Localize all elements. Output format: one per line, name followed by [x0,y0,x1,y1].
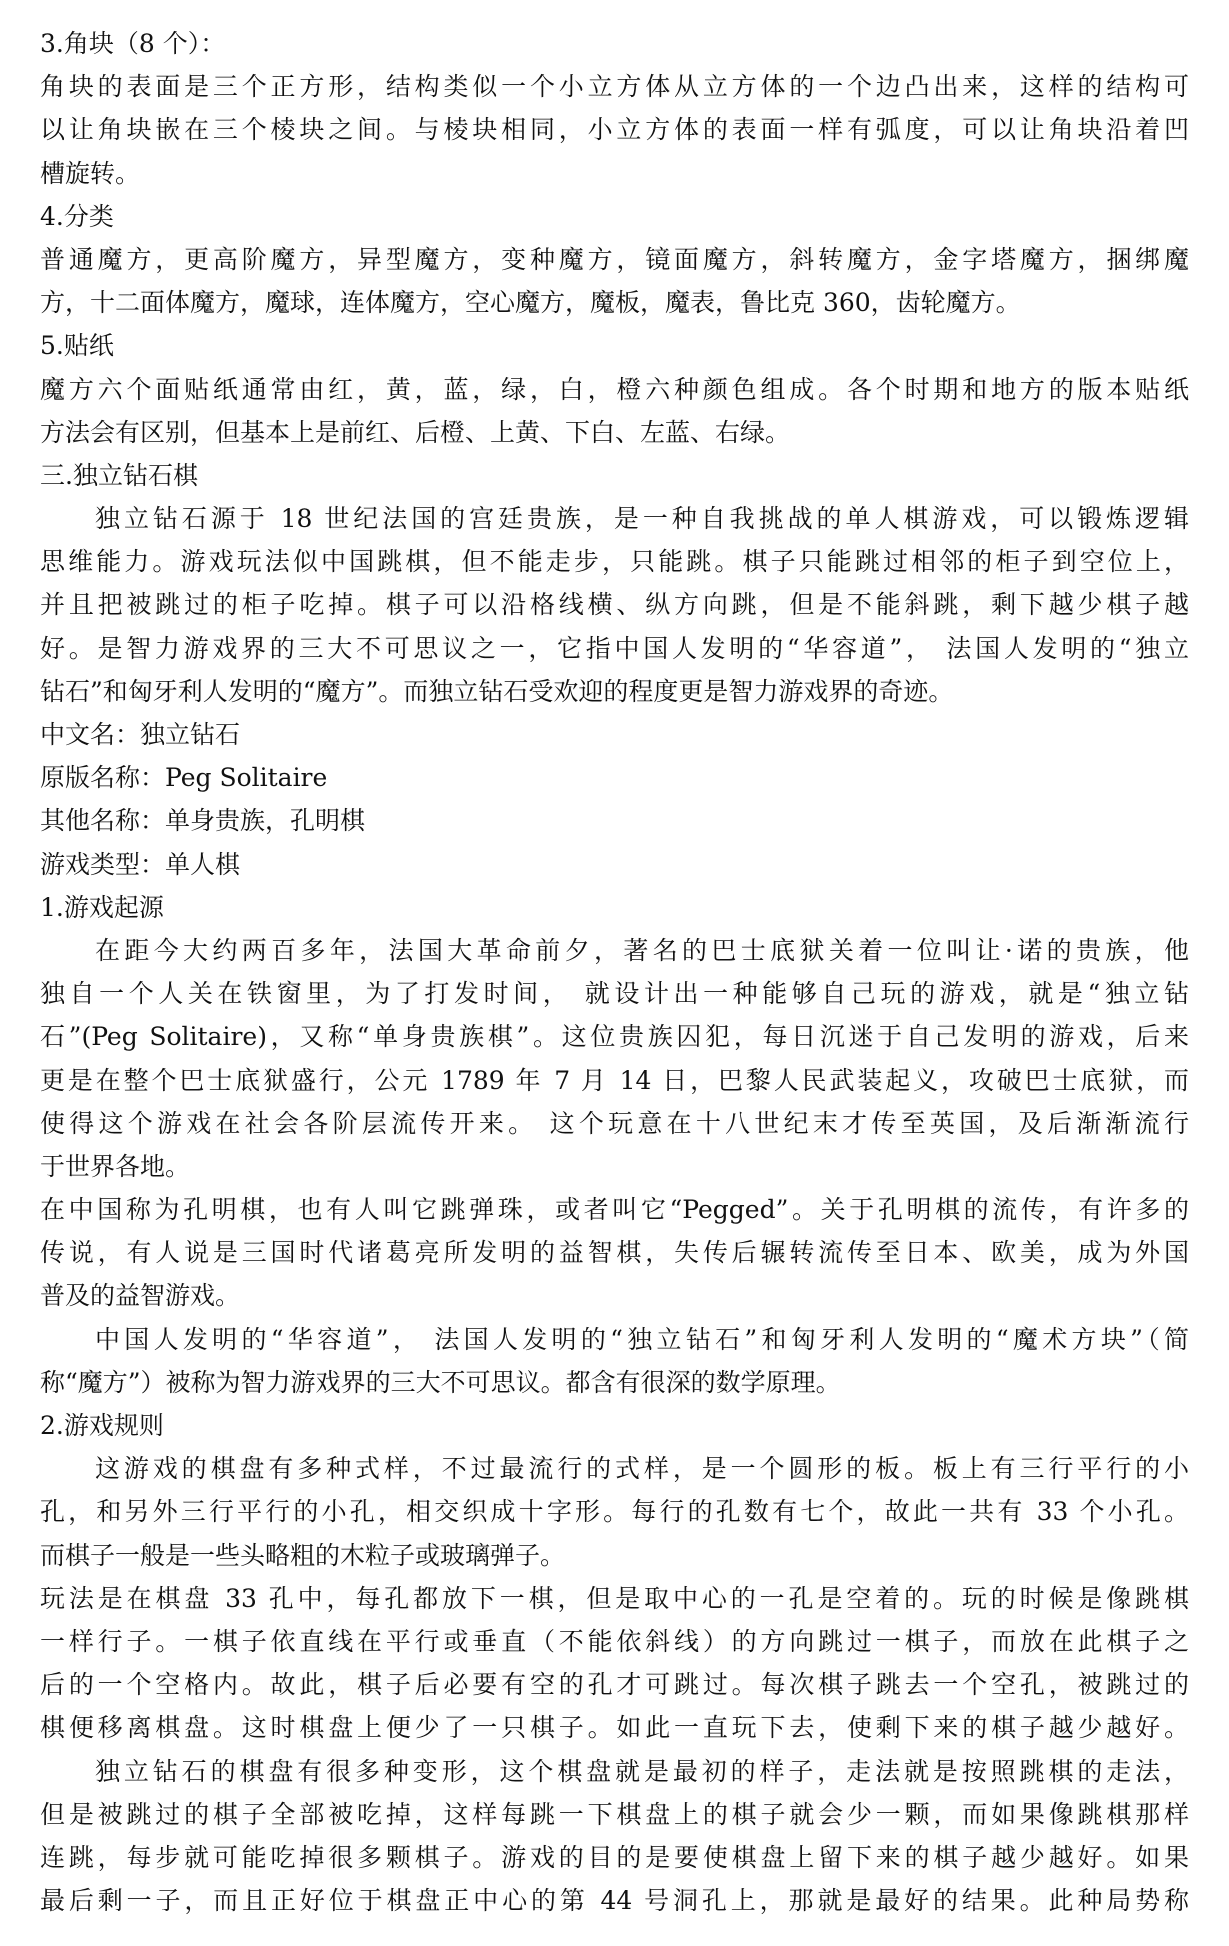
text-line: 2.游戏规则 [40,1411,164,1440]
text-line: 普通魔方，更高阶魔方，异型魔方，变种魔方，镜面魔方，斜转魔方，金字塔魔方，捆绑魔 [40,244,1189,274]
text-line: 在中国称为孔明棋，也有人叫它跳弹珠，或者叫它“Pegged”。关于孔明棋的流传，有许多的 [40,1195,1189,1225]
text-line: 钻石”和匈牙利人发明的“魔方”。而独立钻石受欢迎的程度更是智力游戏界的奇迹。 [40,676,954,706]
text-line: 传说，有人说是三国时代诸葛亮所发明的益智棋，失传后辗转流传至日本、欧美，成为外国 [40,1238,1189,1268]
text-line: 但是被跳过的棋子全部被吃掉，这样每跳一下棋盘上的棋子就会少一颗，而如果像跳棋那样 [40,1799,1189,1829]
text-line: 最后剩一子，而且正好位于棋盘正中心的第 44 号洞孔上，那就是最好的结果。此种局势称 [40,1886,1189,1916]
text-line: 4.分类 [40,201,114,231]
text-line: 使得这个游戏在社会各阶层流传开来。 这个玩意在十八世纪末才传至英国，及后渐渐流行 [40,1108,1189,1138]
text-line: 思维能力。游戏玩法似中国跳棋，但不能走步，只能跳。棋子只能跳过相邻的柜子到空位上， [40,547,1189,577]
text-line: 槽旋转。 [40,158,141,188]
text-line: 1.游戏起源 [40,892,164,922]
text-line: 方，十二面体魔方，魔球，连体魔方，空心魔方，魔板，魔表，鲁比克 360，齿轮魔方。 [40,288,1021,318]
text-line: 而棋子一般是一些头略粗的木粒子或玻璃弹子。 [40,1540,566,1570]
text-line: 方法会有区别，但基本上是前红、后橙、上黄、下白、左蓝、右绿。 [40,417,791,447]
text-line: 棋便移离棋盘。这时棋盘上便少了一只棋子。如此一直玩下去，使剩下来的棋子越少越好。 [40,1713,1189,1743]
text-line: 中国人发明的“华容道”， 法国人发明的“独立钻石”和匈牙利人发明的“魔术方块”（简 [95,1324,1189,1354]
text-line: 并且把被跳过的柜子吃掉。棋子可以沿格线横、纵方向跳，但是不能斜跳，剩下越少棋子越 [40,590,1189,620]
text-line: 玩法是在棋盘 33 孔中，每孔都放下一棋，但是取中心的一孔是空着的。玩的时候是像跳棋 [40,1583,1189,1613]
text-line: 称“魔方”）被称为智力游戏界的三大不可思议。都含有很深的数学原理。 [40,1367,841,1397]
text-line: 更是在整个巴士底狱盛行，公元 1789 年 7 月 14 日，巴黎人民武装起义，攻破巴士底狱，而 [40,1065,1189,1095]
text-line: 其他名称：单身贵族，孔明棋 [40,806,366,836]
text-line: 5.贴纸 [40,331,114,361]
text-line: 于世界各地。 [40,1151,191,1181]
text-line: 连跳，每步就可能吃掉很多颗棋子。游戏的目的是要使棋盘上留下来的棋子越少越好。如果 [40,1842,1189,1872]
text-line: 以让角块嵌在三个棱块之间。与棱块相同，小立方体的表面一样有弧度，可以让角块沿着凹 [40,115,1189,145]
text-line: 3.角块（8 个）： [40,29,226,58]
text-line: 普及的益智游戏。 [40,1281,241,1311]
text-line: 在距今大约两百多年，法国大革命前夕，著名的巴士底狱关着一位叫让·诺的贵族，他 [95,935,1189,965]
text-line: 好。是智力游戏界的三大不可思议之一，它指中国人发明的“华容道”， 法国人发明的“独立 [40,633,1189,663]
text-line: 原版名称：Peg Solitaire [40,763,328,793]
text-line: 石”(Peg Solitaire)，又称“单身贵族棋”。这位贵族囚犯，每日沉迷于自己发明的游戏，后来 [40,1022,1189,1052]
text-line: 这游戏的棋盘有多种式样，不过最流行的式样，是一个圆形的板。板上有三行平行的小 [95,1454,1189,1484]
text-line: 独立钻石的棋盘有很多种变形，这个棋盘就是最初的样子，走法就是按照跳棋的走法， [95,1756,1189,1786]
text-line: 角块的表面是三个正方形，结构类似一个小立方体从立方体的一个边凸出来，这样的结构可 [40,72,1189,102]
text-line: 独自一个人关在铁窗里，为了打发时间， 就设计出一种能够自己玩的游戏，就是“独立钻 [40,979,1189,1009]
text-line: 三.独立钻石棋 [40,460,198,490]
text-line: 一样行子。一棋子依直线在平行或垂直（不能依斜线）的方向跳过一棋子，而放在此棋子之 [40,1626,1189,1656]
text-line: 魔方六个面贴纸通常由红，黄，蓝，绿，白，橙六种颜色组成。各个时期和地方的版本贴纸 [40,374,1189,404]
text-line: 孔，和另外三行平行的小孔，相交织成十字形。每行的孔数有七个，故此一共有 33 个小孔。 [40,1497,1189,1527]
text-line: 独立钻石源于 18 世纪法国的宫廷贵族，是一种自我挑战的单人棋游戏，可以锻炼逻辑 [95,504,1189,534]
text-line: 中文名：独立钻石 [40,720,241,749]
text-line: 后的一个空格内。故此，棋子后必要有空的孔才可跳过。每次棋子跳去一个空孔，被跳过的 [40,1670,1189,1700]
text-line: 游戏类型：单人棋 [40,849,241,879]
